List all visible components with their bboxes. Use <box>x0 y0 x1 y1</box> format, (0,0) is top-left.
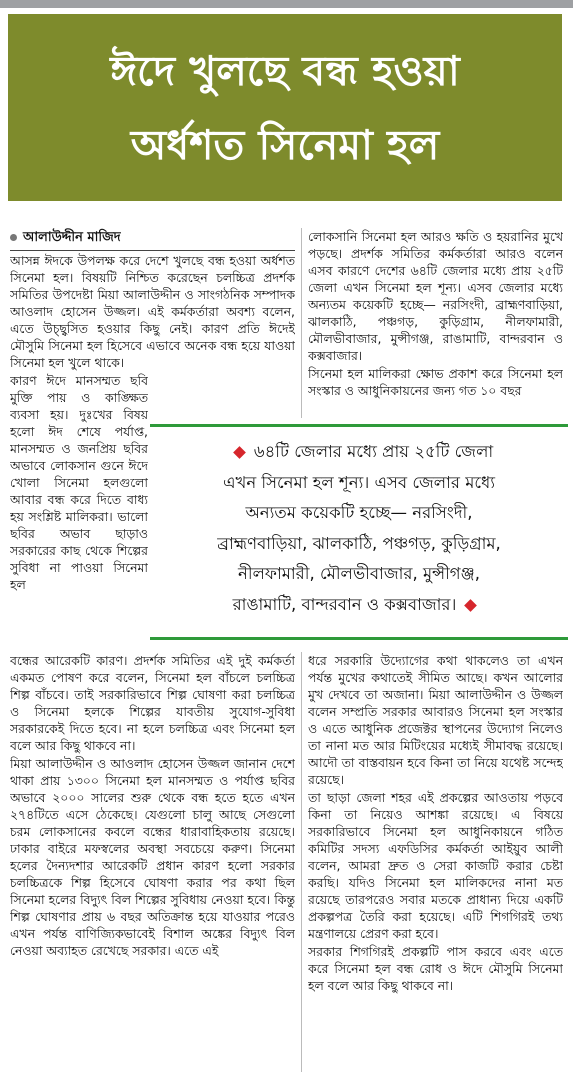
paragraph: তা ছাড়া জেলা শহর এই প্রকল্পের আওতায় পড়বে কিনা তা নিয়েও আশঙ্কা রয়েছে। এ বিষয়ে সরকারিভাবে সিনেমা হল আধুনিকায়নে গঠিত কমিটির সদস্য এফডিসির কর্মকর্তা আইয়ুব আলী বলেন, আমরা দ্রুত ও সেরা কাজটি করার চেষ্টা করছি। যদিও সিনেমা হল মালিকদের নানা মত রয়েছে তারপরেও সবার মতকে প্রাধান্য দিয়ে একটি প্রকল্পপত্র তৈরি করা হয়েছে। এটি শিগগিরই তথ্য মন্ত্রণালয়ে প্রেরণ করা হবে। <box>308 790 563 941</box>
quote-line-5: নীলফামারী, মৌলভীবাজার, মুন্সীগঞ্জ, <box>238 564 480 583</box>
quote-line-2: এখন সিনেমা হল শূন্য। এসব জেলার মধ্যে <box>222 472 496 492</box>
byline <box>10 228 295 251</box>
column-left-top <box>10 252 295 372</box>
paragraph: ধরে সরকারি উদ্যোগের কথা থাকলেও তা এখন পর্যন্ত মুখের কথাতেই সীমিত আছে। কখন আলোর মুখ দেখবে তা অজানা। মিয়া আলাউদ্দীন ও উজ্জল বলেন সম্প্রতি সরকার আবারও সিনেমা হল সংস্কার ও এতে আধুনিক প্রজেক্টর স্থাপনের উদ্যোগ নিলেও তা নানা মত আর মিটিংয়ের মধ্যেই সীমাবদ্ধ রয়েছে। আদৌ তা বাস্তবায়ন হবে কিনা তা নিয়ে যথেষ্ট সন্দেহ রয়েছে। <box>308 653 563 787</box>
paragraph: সরকার শিগগিরই প্রকল্পটি পাস করবে এবং এতে করে সিনেমা হল বন্ধ রোধ ও ঈদে মৌসুমি সিনেমা হল বলে আর কিছু থাকবে না। <box>308 944 563 993</box>
paragraph: মিয়া আলাউদ্দীন ও আওলাদ হোসেন উজ্জল জানান দেশে থাকা প্রায় ১৩০০ সিনেমা হল মানসম্মত ও পর্যাপ্ত ছবির অভাবে ২০০০ সালের শুরু থেকে বন্ধ হতে হতে এখন ২৭৪টিতে এসে ঠেকেছে। যেগুলো চালু আছে সেগুলো চরম লোকসানের কবলে বন্ধের ধারাবাহিকতায় রয়েছে। ঢাকার বাইরে মফস্বলের অবস্থা সবচেয়ে করুণ। সিনেমা হলের দৈন্যদশার আরেকটি প্রধান কারণ হলো সরকার চলচ্চিত্রকে শিল্প হিসেবে ঘোষণা করার পর কথা ছিল সিনেমা হলের বিদ্যুৎ বিল শিল্পের সুবিধায় নেওয়া হবে। কিন্তু শিল্প ঘোষণার প্রায় ৬ বছর অতিক্রান্ত হয়ে যাওয়ার পরেও এখন পর্যন্ত বাণিজ্যিকভাবেই বিশাল অঙ্কের বিদ্যুৎ বিল নেওয়া অব্যাহত রেখেছে সরকার। এতে এই <box>10 756 295 958</box>
quote-line-1: ৬৪টি জেলার মধ্যে প্রায় ২৫টি জেলা <box>150 437 568 468</box>
top-strip <box>0 0 573 8</box>
paragraph: আসন্ন ঈদকে উপলক্ষ করে দেশে খুলছে বন্ধ হওয়া অর্ধশত সিনেমা হল। বিষয়টি নিশ্চিত করেছেন চলচ্চিত্র প্রদর্শক সমিতির উপদেষ্টা মিয়া আলাউদ্দীন ও সাংগঠনিক সম্পাদক আওলাদ হোসেন উজ্জল। এই কর্মকর্তারা অবশ্য বলেন, এতে উচ্ছ্বসিত হওয়ার কিছু নেই। কারণ প্রতি ঈদেই মৌসুমি সিনেমা হল হিসেবে এভাবে অনেক বন্ধ হয়ে যাওয়া সিনেমা হল খুলে থাকে। <box>10 253 295 370</box>
bullet-icon <box>10 234 17 241</box>
column-divider <box>301 652 302 1072</box>
quote-line-4: ব্রাহ্মণবাড়িয়া, ঝালকাঠি, পঞ্চগড়, কুড়িগ্রাম, <box>217 533 501 553</box>
quote-line-6: রাঙামাটি, বান্দরবান ও কক্সবাজার। <box>150 590 568 621</box>
paragraph: কারণ ঈদে মানসম্মত ছবি মুক্তি পায় ও কাঙ্ক্ষিত ব্যবসা হয়। দুঃখের বিষয় হলো ঈদ শেষে পর্যাপ্ত, মানসম্মত ও জনপ্রিয় ছবির অভাবে লোকসান গুনে ঈদে খোলা সিনেমা হলগুলো আবার বন্ধ করে দিতে বাধ্য হয় সংশ্লিষ্ট মালিকরা। ভালো ছবির অভাব ছাড়াও সরকারের কাছ থেকে শিল্পের সুবিধা না পাওয়া সিনেমা হল <box>10 373 148 592</box>
headline-banner <box>8 14 562 201</box>
quote-open-marker-icon <box>233 446 246 459</box>
author-name: আলাউদ্দীন মাজিদ <box>23 230 121 245</box>
column-divider <box>301 228 302 418</box>
column-left-narrow <box>10 372 148 644</box>
paragraph: সিনেমা হল মালিকরা ক্ষোভ প্রকাশ করে সিনেমা হল সংস্কার ও আধুনিকায়নের জন্য গত ১০ বছর <box>308 366 563 398</box>
column-right-top <box>308 228 563 420</box>
headline-line-1: ঈদে খুলছে বন্ধ হওয়া <box>110 46 460 95</box>
quote-close-marker-icon <box>465 599 478 612</box>
paragraph: বন্ধের আরেকটি কারণ। প্রদর্শক সমিতির এই দুই কর্মকর্তা একমত পোষণ করে বলেন, সিনেমা হল বাঁচলে চলচ্চিত্র শিল্প বাঁচবে। তাই সরকারিভাবে শিল্প ঘোষণা করা চলচ্চিত্র ও সিনেমা হলকে শিল্পের যাবতীয় সুযোগ-সুবিধা সরকারকেই দিতে হবে। না হলে চলচ্চিত্র এবং সিনেমা হল বলে আর কিছু থাকবে না। <box>10 653 295 753</box>
column-left-bottom <box>10 652 295 1076</box>
column-right-bottom <box>308 652 563 1076</box>
paragraph: লোকসানি সিনেমা হল আরও ক্ষতি ও হয়রানির মুখে পড়ছে। প্রদর্শক সমিতির কর্মকর্তারা আরও বলেন এসব কারণে দেশের ৬৪টি জেলার মধ্যে প্রায় ২৫টি জেলা এখন সিনেমা হল শূন্য। এসব জেলার মধ্যে অন্যতম কয়েকটি হচ্ছে— নরসিংদী, ব্রাহ্মণবাড়িয়া, ঝালকাঠি, পঞ্চগড়, কুড়িগ্রাম, নীলফামারী, মৌলভীবাজার, মুন্সীগঞ্জ, রাঙামাটি, বান্দরবান ও কক্সবাজার। <box>308 229 563 363</box>
headline-line-2: অর্ধশত সিনেমা হল <box>130 120 440 169</box>
quote-line-3: অন্যতম কয়েকটি হচ্ছে— নরসিংদী, <box>245 503 473 522</box>
pull-quote <box>150 424 568 640</box>
